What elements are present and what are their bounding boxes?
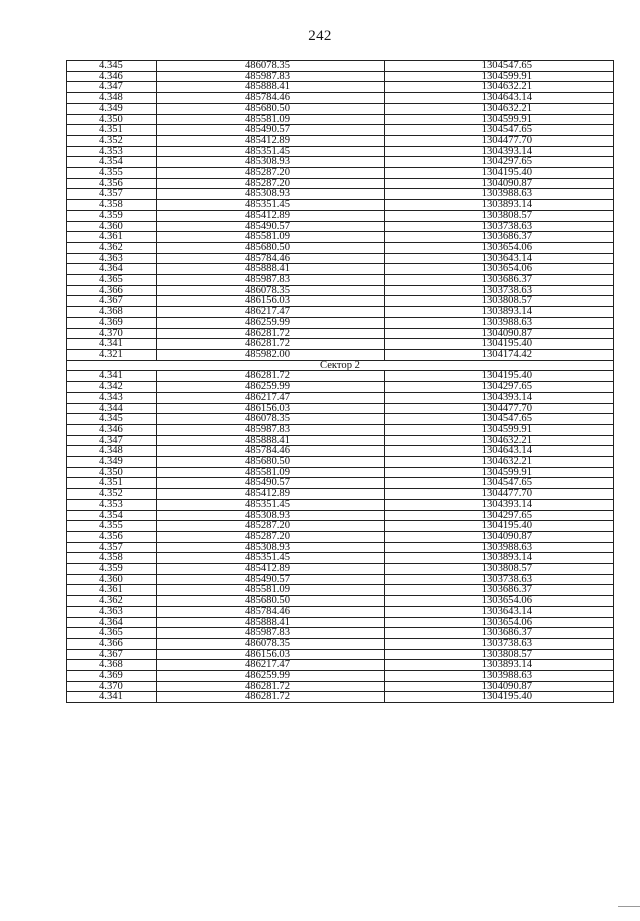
y-coordinate-cell: 1303988.63 xyxy=(385,671,614,682)
x-coordinate-cell: 486156.03 xyxy=(157,649,385,660)
point-number-cell: 4.364 xyxy=(67,264,157,275)
point-number-cell: 4.351 xyxy=(67,478,157,489)
table-row xyxy=(67,328,614,339)
y-coordinate-cell: 1303893.14 xyxy=(385,553,614,564)
point-number-cell: 4.350 xyxy=(67,114,157,125)
table-row xyxy=(67,617,614,628)
point-number-cell: 4.363 xyxy=(67,253,157,264)
x-coordinate-cell: 485987.83 xyxy=(157,424,385,435)
coordinates-table xyxy=(66,60,614,703)
section-2-body xyxy=(67,371,614,703)
y-coordinate-cell: 1304195.40 xyxy=(385,371,614,382)
y-coordinate-cell: 1304477.70 xyxy=(385,489,614,500)
point-number-cell: 4.370 xyxy=(67,328,157,339)
table-row xyxy=(67,553,614,564)
x-coordinate-cell: 485308.93 xyxy=(157,542,385,553)
table-row xyxy=(67,82,614,93)
x-coordinate-cell: 485490.57 xyxy=(157,125,385,136)
y-coordinate-cell: 1304599.91 xyxy=(385,467,614,478)
table-row xyxy=(67,349,614,360)
y-coordinate-cell: 1304195.40 xyxy=(385,168,614,179)
x-coordinate-cell: 485490.57 xyxy=(157,221,385,232)
table-row xyxy=(67,638,614,649)
point-number-cell: 4.352 xyxy=(67,489,157,500)
point-number-cell: 4.361 xyxy=(67,232,157,243)
y-coordinate-cell: 1304632.21 xyxy=(385,435,614,446)
page-number: 242 xyxy=(308,28,332,44)
y-coordinate-cell: 1304547.65 xyxy=(385,61,614,72)
x-coordinate-cell: 485680.50 xyxy=(157,596,385,607)
y-coordinate-cell: 1304090.87 xyxy=(385,531,614,542)
table-row xyxy=(67,628,614,639)
y-coordinate-cell: 1304477.70 xyxy=(385,403,614,414)
point-number-cell: 4.347 xyxy=(67,82,157,93)
x-coordinate-cell: 485287.20 xyxy=(157,521,385,532)
point-number-cell: 4.366 xyxy=(67,638,157,649)
table-row xyxy=(67,135,614,146)
point-number-cell: 4.354 xyxy=(67,157,157,168)
x-coordinate-cell: 485784.46 xyxy=(157,93,385,104)
table-row xyxy=(67,489,614,500)
y-coordinate-cell: 1303893.14 xyxy=(385,307,614,318)
x-coordinate-cell: 485351.45 xyxy=(157,499,385,510)
x-coordinate-cell: 486217.47 xyxy=(157,660,385,671)
point-number-cell: 4.353 xyxy=(67,146,157,157)
y-coordinate-cell: 1304632.21 xyxy=(385,457,614,468)
x-coordinate-cell: 486078.35 xyxy=(157,638,385,649)
y-coordinate-cell: 1304632.21 xyxy=(385,82,614,93)
y-coordinate-cell: 1304393.14 xyxy=(385,499,614,510)
point-number-cell: 4.353 xyxy=(67,499,157,510)
table-row xyxy=(67,671,614,682)
point-number-cell: 4.359 xyxy=(67,564,157,575)
table-row xyxy=(67,435,614,446)
x-coordinate-cell: 485982.00 xyxy=(157,349,385,360)
x-coordinate-cell: 485490.57 xyxy=(157,478,385,489)
x-coordinate-cell: 485888.41 xyxy=(157,617,385,628)
table-row xyxy=(67,457,614,468)
x-coordinate-cell: 486078.35 xyxy=(157,414,385,425)
table-row xyxy=(67,71,614,82)
x-coordinate-cell: 485351.45 xyxy=(157,200,385,211)
x-coordinate-cell: 486156.03 xyxy=(157,296,385,307)
x-coordinate-cell: 485412.89 xyxy=(157,564,385,575)
table-row xyxy=(67,307,614,318)
x-coordinate-cell: 485412.89 xyxy=(157,489,385,500)
y-coordinate-cell: 1303686.37 xyxy=(385,585,614,596)
y-coordinate-cell: 1303808.57 xyxy=(385,564,614,575)
table-row xyxy=(67,564,614,575)
point-number-cell: 4.348 xyxy=(67,446,157,457)
y-coordinate-cell: 1303738.63 xyxy=(385,285,614,296)
x-coordinate-cell: 485987.83 xyxy=(157,628,385,639)
y-coordinate-cell: 1304090.87 xyxy=(385,328,614,339)
y-coordinate-cell: 1304477.70 xyxy=(385,135,614,146)
table-row xyxy=(67,574,614,585)
point-number-cell: 4.352 xyxy=(67,135,157,146)
table-row xyxy=(67,125,614,136)
table-row xyxy=(67,200,614,211)
point-number-cell: 4.358 xyxy=(67,553,157,564)
point-number-cell: 4.355 xyxy=(67,168,157,179)
x-coordinate-cell: 485490.57 xyxy=(157,574,385,585)
y-coordinate-cell: 1303654.06 xyxy=(385,596,614,607)
sector-2-title: Сектор 2 xyxy=(67,360,614,371)
table-row xyxy=(67,93,614,104)
y-coordinate-cell: 1304090.87 xyxy=(385,681,614,692)
x-coordinate-cell: 485412.89 xyxy=(157,210,385,221)
point-number-cell: 4.346 xyxy=(67,71,157,82)
y-coordinate-cell: 1304297.65 xyxy=(385,382,614,393)
table-row xyxy=(67,660,614,671)
point-number-cell: 4.360 xyxy=(67,574,157,585)
table-row xyxy=(67,403,614,414)
y-coordinate-cell: 1304195.40 xyxy=(385,521,614,532)
table-row xyxy=(67,392,614,403)
point-number-cell: 4.351 xyxy=(67,125,157,136)
y-coordinate-cell: 1303654.06 xyxy=(385,242,614,253)
point-number-cell: 4.362 xyxy=(67,242,157,253)
point-number-cell: 4.365 xyxy=(67,275,157,286)
table-row xyxy=(67,596,614,607)
y-coordinate-cell: 1303988.63 xyxy=(385,542,614,553)
table-row xyxy=(67,296,614,307)
point-number-cell: 4.356 xyxy=(67,178,157,189)
table-row xyxy=(67,242,614,253)
point-number-cell: 4.362 xyxy=(67,596,157,607)
x-coordinate-cell: 486281.72 xyxy=(157,692,385,703)
table-row xyxy=(67,382,614,393)
x-coordinate-cell: 485680.50 xyxy=(157,103,385,114)
sector-2-header-body xyxy=(67,360,614,371)
y-coordinate-cell: 1304090.87 xyxy=(385,178,614,189)
point-number-cell: 4.321 xyxy=(67,349,157,360)
table-row xyxy=(67,681,614,692)
y-coordinate-cell: 1304547.65 xyxy=(385,125,614,136)
table-row xyxy=(67,264,614,275)
y-coordinate-cell: 1304297.65 xyxy=(385,510,614,521)
y-coordinate-cell: 1303738.63 xyxy=(385,638,614,649)
x-coordinate-cell: 485351.45 xyxy=(157,553,385,564)
y-coordinate-cell: 1304599.91 xyxy=(385,71,614,82)
point-number-cell: 4.357 xyxy=(67,189,157,200)
table-row xyxy=(67,253,614,264)
table-row xyxy=(67,692,614,703)
y-coordinate-cell: 1303893.14 xyxy=(385,660,614,671)
point-number-cell: 4.341 xyxy=(67,339,157,350)
point-number-cell: 4.368 xyxy=(67,660,157,671)
x-coordinate-cell: 485680.50 xyxy=(157,242,385,253)
y-coordinate-cell: 1303643.14 xyxy=(385,606,614,617)
y-coordinate-cell: 1303643.14 xyxy=(385,253,614,264)
point-number-cell: 4.347 xyxy=(67,435,157,446)
point-number-cell: 4.350 xyxy=(67,467,157,478)
table-row xyxy=(67,317,614,328)
x-coordinate-cell: 485680.50 xyxy=(157,457,385,468)
y-coordinate-cell: 1304393.14 xyxy=(385,392,614,403)
table-row xyxy=(67,531,614,542)
x-coordinate-cell: 485888.41 xyxy=(157,82,385,93)
table-row xyxy=(67,232,614,243)
point-number-cell: 4.363 xyxy=(67,606,157,617)
y-coordinate-cell: 1303686.37 xyxy=(385,275,614,286)
y-coordinate-cell: 1304195.40 xyxy=(385,339,614,350)
y-coordinate-cell: 1304599.91 xyxy=(385,424,614,435)
point-number-cell: 4.344 xyxy=(67,403,157,414)
y-coordinate-cell: 1303686.37 xyxy=(385,232,614,243)
page-edge-mark xyxy=(618,906,640,907)
x-coordinate-cell: 485888.41 xyxy=(157,264,385,275)
point-number-cell: 4.364 xyxy=(67,617,157,628)
point-number-cell: 4.369 xyxy=(67,671,157,682)
point-number-cell: 4.356 xyxy=(67,531,157,542)
point-number-cell: 4.370 xyxy=(67,681,157,692)
table-row xyxy=(67,178,614,189)
x-coordinate-cell: 486078.35 xyxy=(157,61,385,72)
table-row xyxy=(67,61,614,72)
point-number-cell: 4.355 xyxy=(67,521,157,532)
x-coordinate-cell: 485287.20 xyxy=(157,178,385,189)
x-coordinate-cell: 485412.89 xyxy=(157,135,385,146)
x-coordinate-cell: 485308.93 xyxy=(157,157,385,168)
y-coordinate-cell: 1303654.06 xyxy=(385,264,614,275)
table-row xyxy=(67,467,614,478)
point-number-cell: 4.349 xyxy=(67,103,157,114)
table-row xyxy=(67,521,614,532)
x-coordinate-cell: 485581.09 xyxy=(157,467,385,478)
y-coordinate-cell: 1304599.91 xyxy=(385,114,614,125)
y-coordinate-cell: 1303738.63 xyxy=(385,574,614,585)
table-row xyxy=(67,414,614,425)
table-row xyxy=(67,285,614,296)
x-coordinate-cell: 486217.47 xyxy=(157,392,385,403)
point-number-cell: 4.342 xyxy=(67,382,157,393)
table-row xyxy=(67,339,614,350)
y-coordinate-cell: 1304643.14 xyxy=(385,446,614,457)
point-number-cell: 4.345 xyxy=(67,61,157,72)
table-row xyxy=(67,114,614,125)
table-row xyxy=(67,585,614,596)
x-coordinate-cell: 485581.09 xyxy=(157,585,385,596)
point-number-cell: 4.345 xyxy=(67,414,157,425)
x-coordinate-cell: 485287.20 xyxy=(157,531,385,542)
table-row xyxy=(67,189,614,200)
table-row xyxy=(67,157,614,168)
y-coordinate-cell: 1304393.14 xyxy=(385,146,614,157)
x-coordinate-cell: 486281.72 xyxy=(157,371,385,382)
table-row xyxy=(67,510,614,521)
table-row xyxy=(67,103,614,114)
y-coordinate-cell: 1304195.40 xyxy=(385,692,614,703)
point-number-cell: 4.341 xyxy=(67,371,157,382)
y-coordinate-cell: 1303893.14 xyxy=(385,200,614,211)
y-coordinate-cell: 1304547.65 xyxy=(385,478,614,489)
point-number-cell: 4.343 xyxy=(67,392,157,403)
table-row xyxy=(67,275,614,286)
x-coordinate-cell: 485308.93 xyxy=(157,189,385,200)
x-coordinate-cell: 485784.46 xyxy=(157,253,385,264)
x-coordinate-cell: 485987.83 xyxy=(157,275,385,286)
x-coordinate-cell: 485351.45 xyxy=(157,146,385,157)
x-coordinate-cell: 486281.72 xyxy=(157,328,385,339)
point-number-cell: 4.348 xyxy=(67,93,157,104)
point-number-cell: 4.346 xyxy=(67,424,157,435)
table-row xyxy=(67,478,614,489)
table-row xyxy=(67,146,614,157)
x-coordinate-cell: 485581.09 xyxy=(157,114,385,125)
table-row xyxy=(67,606,614,617)
table-row xyxy=(67,221,614,232)
x-coordinate-cell: 486217.47 xyxy=(157,307,385,318)
y-coordinate-cell: 1304297.65 xyxy=(385,157,614,168)
x-coordinate-cell: 486281.72 xyxy=(157,681,385,692)
y-coordinate-cell: 1303808.57 xyxy=(385,296,614,307)
x-coordinate-cell: 485784.46 xyxy=(157,606,385,617)
x-coordinate-cell: 486259.99 xyxy=(157,382,385,393)
y-coordinate-cell: 1304643.14 xyxy=(385,93,614,104)
table-row xyxy=(67,446,614,457)
point-number-cell: 4.369 xyxy=(67,317,157,328)
y-coordinate-cell: 1304547.65 xyxy=(385,414,614,425)
y-coordinate-cell: 1303988.63 xyxy=(385,317,614,328)
table-row xyxy=(67,168,614,179)
x-coordinate-cell: 486259.99 xyxy=(157,317,385,328)
point-number-cell: 4.368 xyxy=(67,307,157,318)
point-number-cell: 4.357 xyxy=(67,542,157,553)
point-number-cell: 4.367 xyxy=(67,296,157,307)
table-row xyxy=(67,649,614,660)
y-coordinate-cell: 1303808.57 xyxy=(385,649,614,660)
table-row xyxy=(67,210,614,221)
x-coordinate-cell: 486078.35 xyxy=(157,285,385,296)
point-number-cell: 4.341 xyxy=(67,692,157,703)
sector-2-header-row xyxy=(67,360,614,371)
point-number-cell: 4.366 xyxy=(67,285,157,296)
x-coordinate-cell: 485987.83 xyxy=(157,71,385,82)
point-number-cell: 4.365 xyxy=(67,628,157,639)
point-number-cell: 4.367 xyxy=(67,649,157,660)
section-1-body xyxy=(67,61,614,361)
point-number-cell: 4.358 xyxy=(67,200,157,211)
x-coordinate-cell: 485784.46 xyxy=(157,446,385,457)
point-number-cell: 4.359 xyxy=(67,210,157,221)
x-coordinate-cell: 485308.93 xyxy=(157,510,385,521)
x-coordinate-cell: 486281.72 xyxy=(157,339,385,350)
y-coordinate-cell: 1304632.21 xyxy=(385,103,614,114)
point-number-cell: 4.360 xyxy=(67,221,157,232)
y-coordinate-cell: 1304174.42 xyxy=(385,349,614,360)
table-row xyxy=(67,424,614,435)
x-coordinate-cell: 485287.20 xyxy=(157,168,385,179)
y-coordinate-cell: 1303988.63 xyxy=(385,189,614,200)
table-row xyxy=(67,542,614,553)
x-coordinate-cell: 485581.09 xyxy=(157,232,385,243)
table-row xyxy=(67,499,614,510)
x-coordinate-cell: 485888.41 xyxy=(157,435,385,446)
point-number-cell: 4.361 xyxy=(67,585,157,596)
x-coordinate-cell: 486259.99 xyxy=(157,671,385,682)
point-number-cell: 4.354 xyxy=(67,510,157,521)
point-number-cell: 4.349 xyxy=(67,457,157,468)
table-row xyxy=(67,371,614,382)
y-coordinate-cell: 1303654.06 xyxy=(385,617,614,628)
y-coordinate-cell: 1303686.37 xyxy=(385,628,614,639)
y-coordinate-cell: 1303808.57 xyxy=(385,210,614,221)
x-coordinate-cell: 486156.03 xyxy=(157,403,385,414)
y-coordinate-cell: 1303738.63 xyxy=(385,221,614,232)
